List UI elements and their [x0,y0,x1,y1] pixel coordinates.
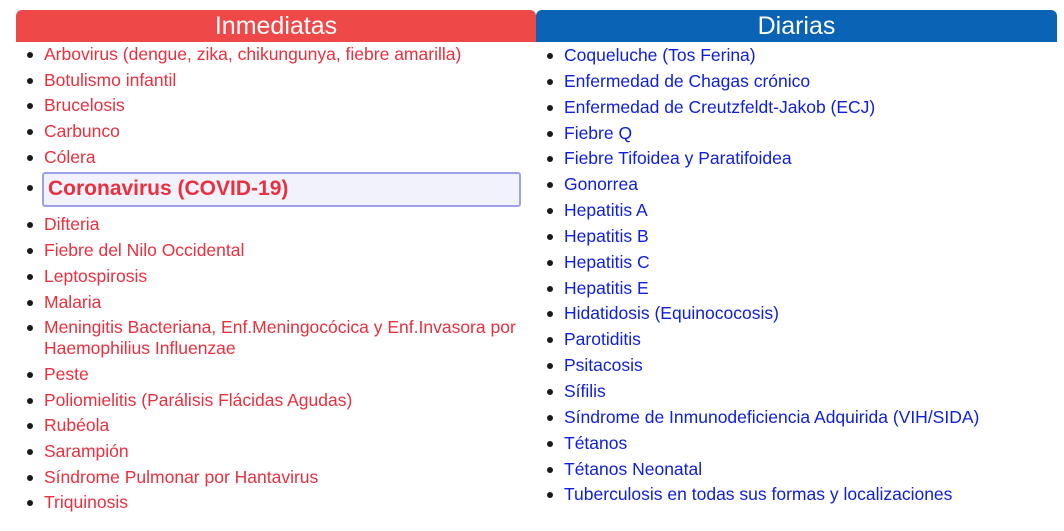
diarias-header: Diarias [536,10,1057,42]
list-item[interactable] [16,364,536,385]
list-item[interactable] [536,45,1057,66]
list-item-link[interactable]: Hepatitis C [564,251,650,272]
list-item[interactable] [536,71,1057,92]
list-item[interactable] [16,292,536,313]
bullet-icon [27,300,33,306]
bullet-icon [27,423,33,429]
list-item[interactable] [16,70,536,91]
bullet-icon [27,52,33,58]
list-item[interactable] [536,459,1057,480]
bullet-icon [27,475,33,481]
bullet-icon [547,441,553,447]
list-item-link[interactable]: Sífilis [564,380,606,401]
list-item[interactable] [16,95,536,116]
list-item[interactable] [536,252,1057,273]
inmediatas-column [16,10,536,518]
list-item[interactable] [536,433,1057,454]
bullet-icon [27,398,33,404]
list-item[interactable] [536,97,1057,118]
list-item[interactable] [536,303,1057,324]
bullet-icon [547,389,553,395]
bullet-icon [547,156,553,162]
list-item-link[interactable]: Fiebre Q [564,122,633,143]
bullet-icon [547,208,553,214]
list-item[interactable] [16,492,536,513]
list-item-link[interactable]: Tuberculosis en todas sus formas y localizaciones [564,484,953,505]
list-item-link[interactable]: Psitacosis [564,355,643,376]
list-item-link[interactable]: Botulismo infantil [44,69,177,90]
list-item[interactable] [16,266,536,287]
diarias-list [536,45,1057,505]
bullet-icon [547,182,553,188]
highlighted-link[interactable]: Coronavirus (COVID-19) [42,172,521,207]
inmediatas-list [16,44,536,513]
inmediatas-header: Inmediatas [16,10,536,42]
bullet-icon [547,311,553,317]
list-item-link[interactable]: Parotiditis [564,329,641,350]
list-item[interactable] [536,278,1057,299]
list-item-link[interactable]: Brucelosis [44,95,125,116]
list-item-link[interactable]: Fiebre Tifoidea y Paratifoidea [564,148,792,169]
list-item-link[interactable]: Hepatitis A [564,200,648,221]
bullet-icon [547,79,553,85]
bullet-icon [27,500,33,506]
list-item[interactable] [536,329,1057,350]
list-item[interactable] [536,355,1057,376]
list-item[interactable] [16,415,536,436]
list-item-link[interactable]: Síndrome de Inmunodeficiencia Adquirida (VIH/SIDA) [564,406,980,427]
list-item[interactable] [16,121,536,142]
bullet-icon [547,337,553,343]
list-item-link[interactable]: Sarampión [44,440,129,461]
list-item[interactable] [536,123,1057,144]
list-item[interactable] [536,226,1057,247]
list-item[interactable] [16,441,536,462]
list-item-link[interactable]: Poliomielitis (Parálisis Flácidas Agudas) [44,389,353,410]
list-item-highlighted[interactable] [16,172,536,207]
list-item-link[interactable]: Síndrome Pulmonar por Hantavirus [44,466,319,487]
list-item-link[interactable]: Meningitis Bacteriana, Enf.Meningocócica y Enf.Invasora por Haemophilius Influenzae [44,317,516,359]
bullet-icon [27,372,33,378]
list-item-link[interactable]: Fiebre del Nilo Occidental [44,240,245,261]
list-item[interactable] [536,407,1057,428]
bullet-icon [27,155,33,161]
list-item[interactable] [16,214,536,235]
bullet-icon [27,103,33,109]
bullet-icon [27,78,33,84]
list-item[interactable] [536,200,1057,221]
list-item-link[interactable]: Arbovirus (dengue, zika, chikungunya, fiebre amarilla) [44,44,462,64]
list-item[interactable] [16,240,536,261]
bullet-icon [547,415,553,421]
list-item-link[interactable]: Cólera [44,146,96,167]
list-item[interactable] [16,44,536,65]
list-item-link[interactable]: Rubéola [44,415,110,436]
diarias-column [536,10,1057,510]
bullet-icon [547,53,553,59]
bullet-icon [547,492,553,498]
bullet-icon [27,325,33,331]
list-item-link[interactable]: Hidatidosis (Equinococosis) [564,303,779,324]
bullet-icon [27,185,33,191]
list-item-link[interactable]: Enfermedad de Creutzfeldt-Jakob (ECJ) [564,96,876,117]
list-item-link[interactable]: Tétanos [564,432,628,453]
bullet-icon [547,363,553,369]
bullet-icon [27,129,33,135]
bullet-icon [547,467,553,473]
list-item[interactable] [536,174,1057,195]
list-item[interactable] [536,381,1057,402]
list-item-link[interactable]: Enfermedad de Chagas crónico [564,70,811,91]
bullet-icon [547,234,553,240]
list-item-link[interactable]: Gonorrea [564,174,638,195]
bullet-icon [27,222,33,228]
bullet-icon [547,260,553,266]
list-item-link[interactable]: Difteria [44,214,100,235]
bullet-icon [547,105,553,111]
bullet-icon [27,449,33,455]
list-item[interactable] [16,147,536,168]
list-item-link[interactable]: Leptospirosis [44,265,148,286]
list-item-link[interactable]: Tétanos Neonatal [564,458,703,479]
list-item-link[interactable]: Peste [44,363,89,384]
bullet-icon [547,286,553,292]
list-item[interactable] [536,484,1057,505]
list-item[interactable] [16,467,536,488]
bullet-icon [547,131,553,137]
list-item[interactable] [536,148,1057,169]
list-item-link[interactable]: Triquinosis [44,492,128,513]
list-item[interactable] [16,317,536,359]
bullet-icon [27,248,33,254]
list-item-link[interactable]: Coqueluche (Tos Ferina) [564,45,756,65]
list-item[interactable] [16,390,536,411]
list-item-link[interactable]: Malaria [44,291,102,312]
list-item-link[interactable]: Hepatitis E [564,277,649,298]
list-item-link[interactable]: Hepatitis B [564,225,649,246]
bullet-icon [27,274,33,280]
list-item-link[interactable]: Carbunco [44,121,120,142]
